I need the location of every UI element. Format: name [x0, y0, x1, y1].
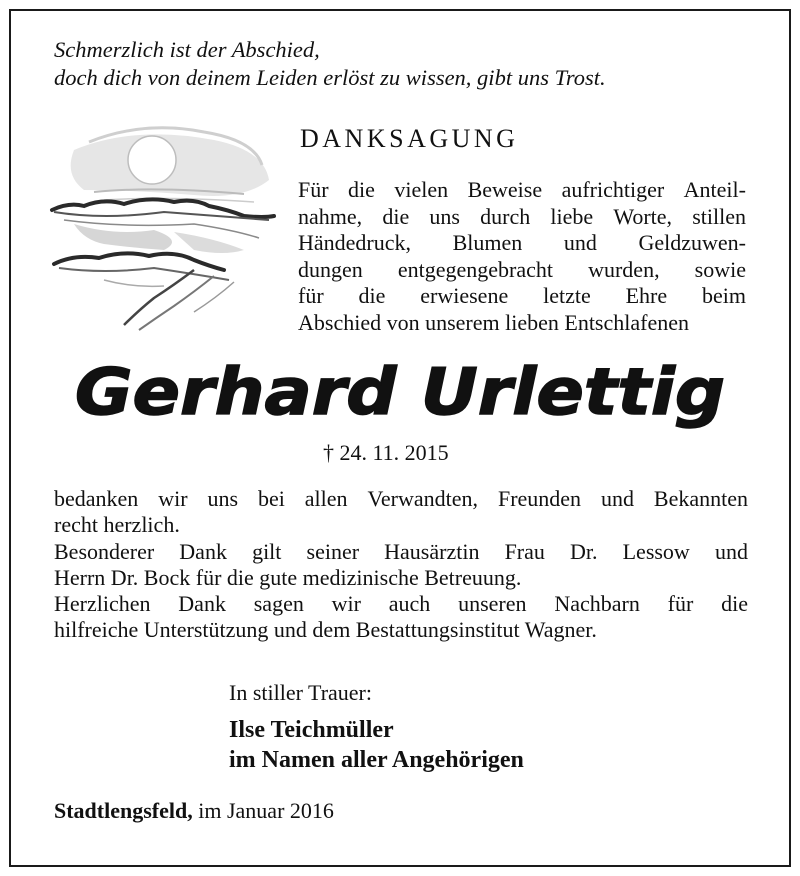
- word: Dank: [179, 538, 227, 564]
- word: auch: [388, 591, 431, 617]
- word: Lessow: [622, 538, 690, 564]
- word: durch: [480, 203, 531, 229]
- mourners-block: [229, 715, 524, 775]
- word: entgegengebracht: [397, 256, 553, 282]
- body-line: Herrn Dr. Bock für die gute medizinische Betreuung.: [54, 564, 522, 590]
- place-and-date: [54, 798, 334, 824]
- word: Beweise: [467, 177, 543, 202]
- word: für: [667, 591, 694, 617]
- word: Besonderer: [54, 538, 155, 564]
- word: letzte: [543, 283, 591, 308]
- body-line: [54, 591, 748, 617]
- word: unseren: [458, 591, 527, 617]
- heading-danksagung: DANKSAGUNG: [300, 124, 519, 153]
- body-line: [54, 539, 748, 565]
- body-line: hilfreiche Unterstützung und dem Bestattungsinstitut Wagner.: [54, 617, 597, 643]
- mourner-name: Ilse Teichmüller: [229, 717, 394, 743]
- word: für: [298, 283, 324, 308]
- intro-line: [298, 257, 746, 284]
- word: Anteil-: [683, 177, 746, 202]
- word: und: [563, 230, 597, 255]
- word: erwiesene: [420, 283, 509, 308]
- quote-line-2: doch dich von deinem Leiden erlöst zu wissen, gibt uns Trost.: [54, 65, 606, 90]
- word: Verwandten,: [367, 486, 479, 511]
- word: uns: [429, 203, 460, 229]
- word: die: [721, 591, 748, 617]
- word: die: [348, 177, 375, 202]
- death-date: † 24. 11. 2015: [323, 440, 449, 465]
- word: aufrichtiger: [561, 177, 665, 202]
- word: Nachbarn: [554, 591, 640, 617]
- word: stillen: [692, 203, 746, 229]
- word: die: [382, 203, 410, 229]
- word: wir: [158, 486, 188, 511]
- word: Hausärztin: [384, 538, 480, 564]
- word: Dank: [178, 591, 226, 617]
- word: Freunden: [497, 486, 582, 511]
- word: beim: [701, 283, 746, 308]
- word: Ehre: [625, 283, 668, 308]
- word: Dr.: [570, 538, 598, 564]
- mourning-label: In stiller Trauer:: [229, 680, 372, 705]
- word: wir: [331, 591, 361, 617]
- mourner-relation: im Namen aller Angehörigen: [229, 747, 524, 773]
- body-line: [54, 486, 748, 512]
- intro-line: [298, 230, 746, 257]
- word: vielen: [394, 177, 449, 202]
- word: bei: [257, 486, 285, 511]
- word: Für: [298, 177, 329, 202]
- word: Händedruck,: [298, 230, 412, 255]
- word: allen: [304, 486, 348, 511]
- word: Worte,: [613, 203, 673, 229]
- word: Frau: [504, 538, 545, 564]
- word: liebe: [550, 203, 594, 229]
- word: nahme,: [298, 203, 363, 229]
- opening-quote: [54, 36, 606, 92]
- word: die: [358, 283, 386, 308]
- word: und: [600, 486, 634, 511]
- word: uns: [207, 486, 239, 511]
- word: und: [714, 538, 748, 564]
- place: Stadtlengsfeld,: [54, 798, 193, 823]
- thanks-paragraph: [54, 486, 748, 644]
- word: dungen: [298, 256, 363, 282]
- word: gilt: [252, 538, 282, 564]
- intro-line: [298, 204, 746, 231]
- date: im Januar 2016: [198, 798, 334, 823]
- word: bedanken: [54, 486, 139, 511]
- intro-line: [298, 283, 746, 310]
- word: sagen: [253, 591, 304, 617]
- word: sowie: [694, 256, 746, 282]
- moonlit-landscape-drawing-icon: [44, 120, 284, 335]
- word: seiner: [306, 538, 360, 564]
- intro-last-line: Abschied von unserem lieben Entschlafenen: [298, 309, 689, 335]
- intro-paragraph: [298, 177, 746, 336]
- body-line: recht herzlich.: [54, 512, 180, 538]
- word: wurden,: [588, 256, 660, 282]
- word: Geldzuwen-: [638, 230, 746, 255]
- intro-line: [298, 177, 746, 204]
- word: Herzlichen: [54, 591, 151, 617]
- quote-line-1: Schmerzlich ist der Abschied,: [54, 37, 320, 62]
- deceased-name-text: Gerhard Urlettig: [75, 356, 725, 430]
- deceased-name: [0, 350, 800, 445]
- word: Blumen: [452, 230, 523, 255]
- word: Bekannten: [653, 486, 748, 511]
